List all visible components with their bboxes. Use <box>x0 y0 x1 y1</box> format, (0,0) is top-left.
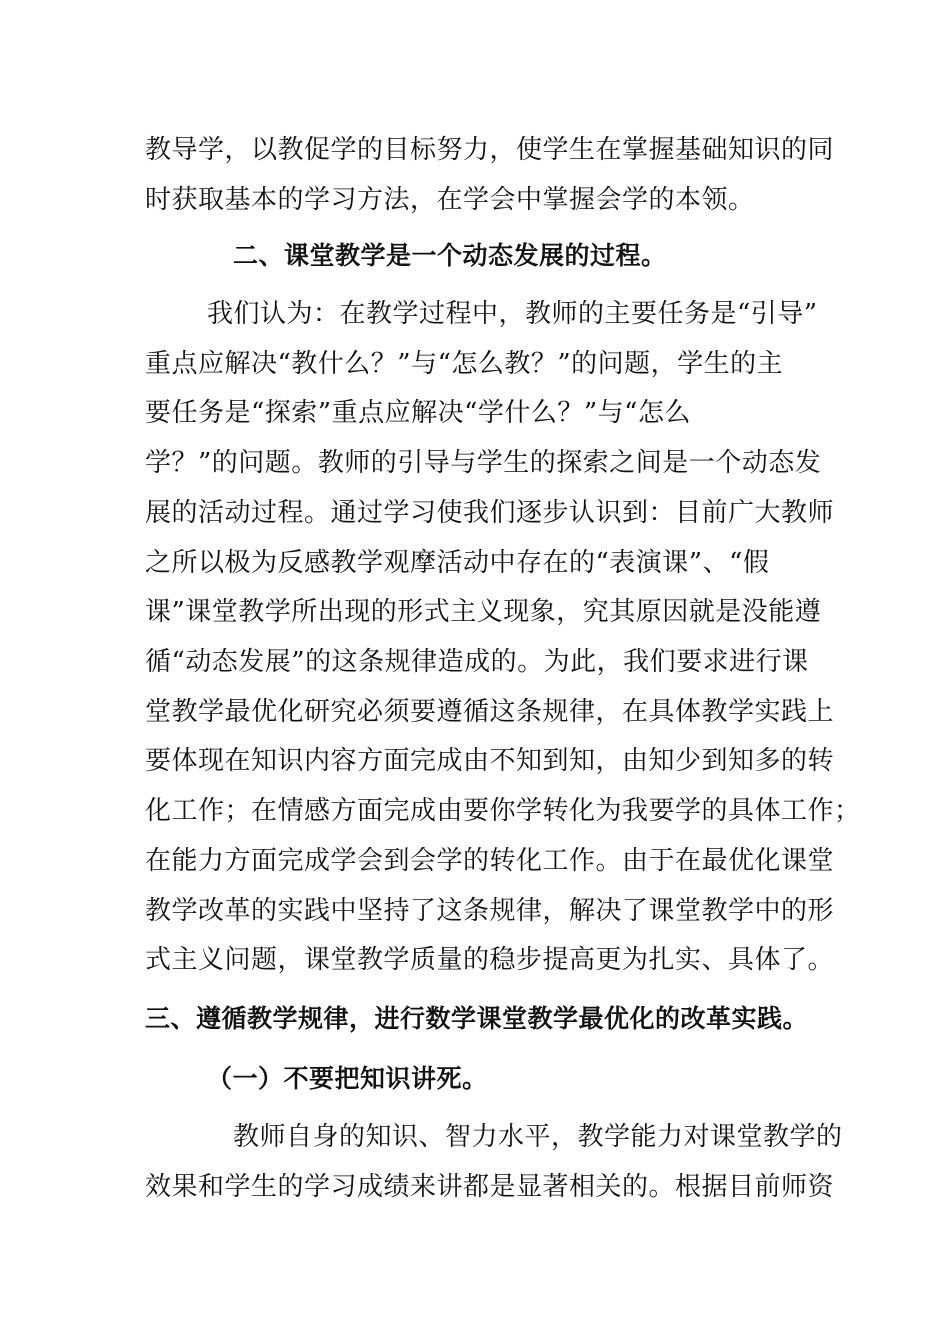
body-text-line: 式主义问题，课堂教学质量的稳步提高更为扎实、具体了。 <box>145 945 835 975</box>
body-text-line: 效果和学生的学习成绩来讲都是显著相关的。根据目前师资 <box>145 1172 835 1202</box>
paragraph-first-line: 教师自身的知识、智力水平，教学能力对课堂教学的 <box>233 1122 843 1152</box>
body-text-line: 在能力方面完成学会到会学的转化工作。由于在最优化课堂 <box>145 846 835 876</box>
body-text-line: 课”课堂教学所出现的形式主义现象，究其原因就是没能遵 <box>145 597 822 627</box>
paragraph-first-line: 我们认为：在教学过程中，教师的主要任务是“引导” <box>207 299 818 329</box>
body-text-line: 教学改革的实践中坚持了这条规律，解决了课堂教学中的形 <box>145 896 835 926</box>
body-text-line: 教导学，以教促学的目标努力，使学生在掌握基础知识的同 <box>145 135 835 165</box>
section-heading-3: 三、遵循教学规律，进行数学课堂教学最优化的改革实践。 <box>145 1004 809 1033</box>
body-text-line: 化工作；在情感方面完成由要你学转化为我要学的具体工作； <box>145 796 861 826</box>
body-text-line: 堂教学最优化研究必须要遵循这条规律，在具体教学实践上 <box>145 697 835 727</box>
body-text-line: 学？”的问题。教师的引导与学生的探索之间是一个动态发 <box>145 448 822 478</box>
body-text-line: 展的活动过程。通过学习使我们逐步认识到：目前广大教师 <box>145 498 835 528</box>
body-text-line: 时获取基本的学习方法，在学会中掌握会学的本领。 <box>145 185 755 215</box>
body-text-line: 要体现在知识内容方面完成由不知到知，由知少到知多的转 <box>145 746 835 776</box>
body-text-line: 之所以极为反感教学观摩活动中存在的“表演课”、“假 <box>145 548 770 578</box>
body-text-line: 要任务是“探索”重点应解决“学什么？”与“怎么 <box>145 398 691 428</box>
body-text-line: 重点应解决“教什么？”与“怎么教？”的问题，学生的主 <box>145 349 784 379</box>
subsection-heading-1: （一）不要把知识讲死。 <box>207 1064 488 1093</box>
body-text-line: 循“动态发展”的这条规律造成的。为此，我们要求进行课 <box>145 647 809 677</box>
section-heading-2: 二、课堂教学是一个动态发展的过程。 <box>233 241 667 270</box>
